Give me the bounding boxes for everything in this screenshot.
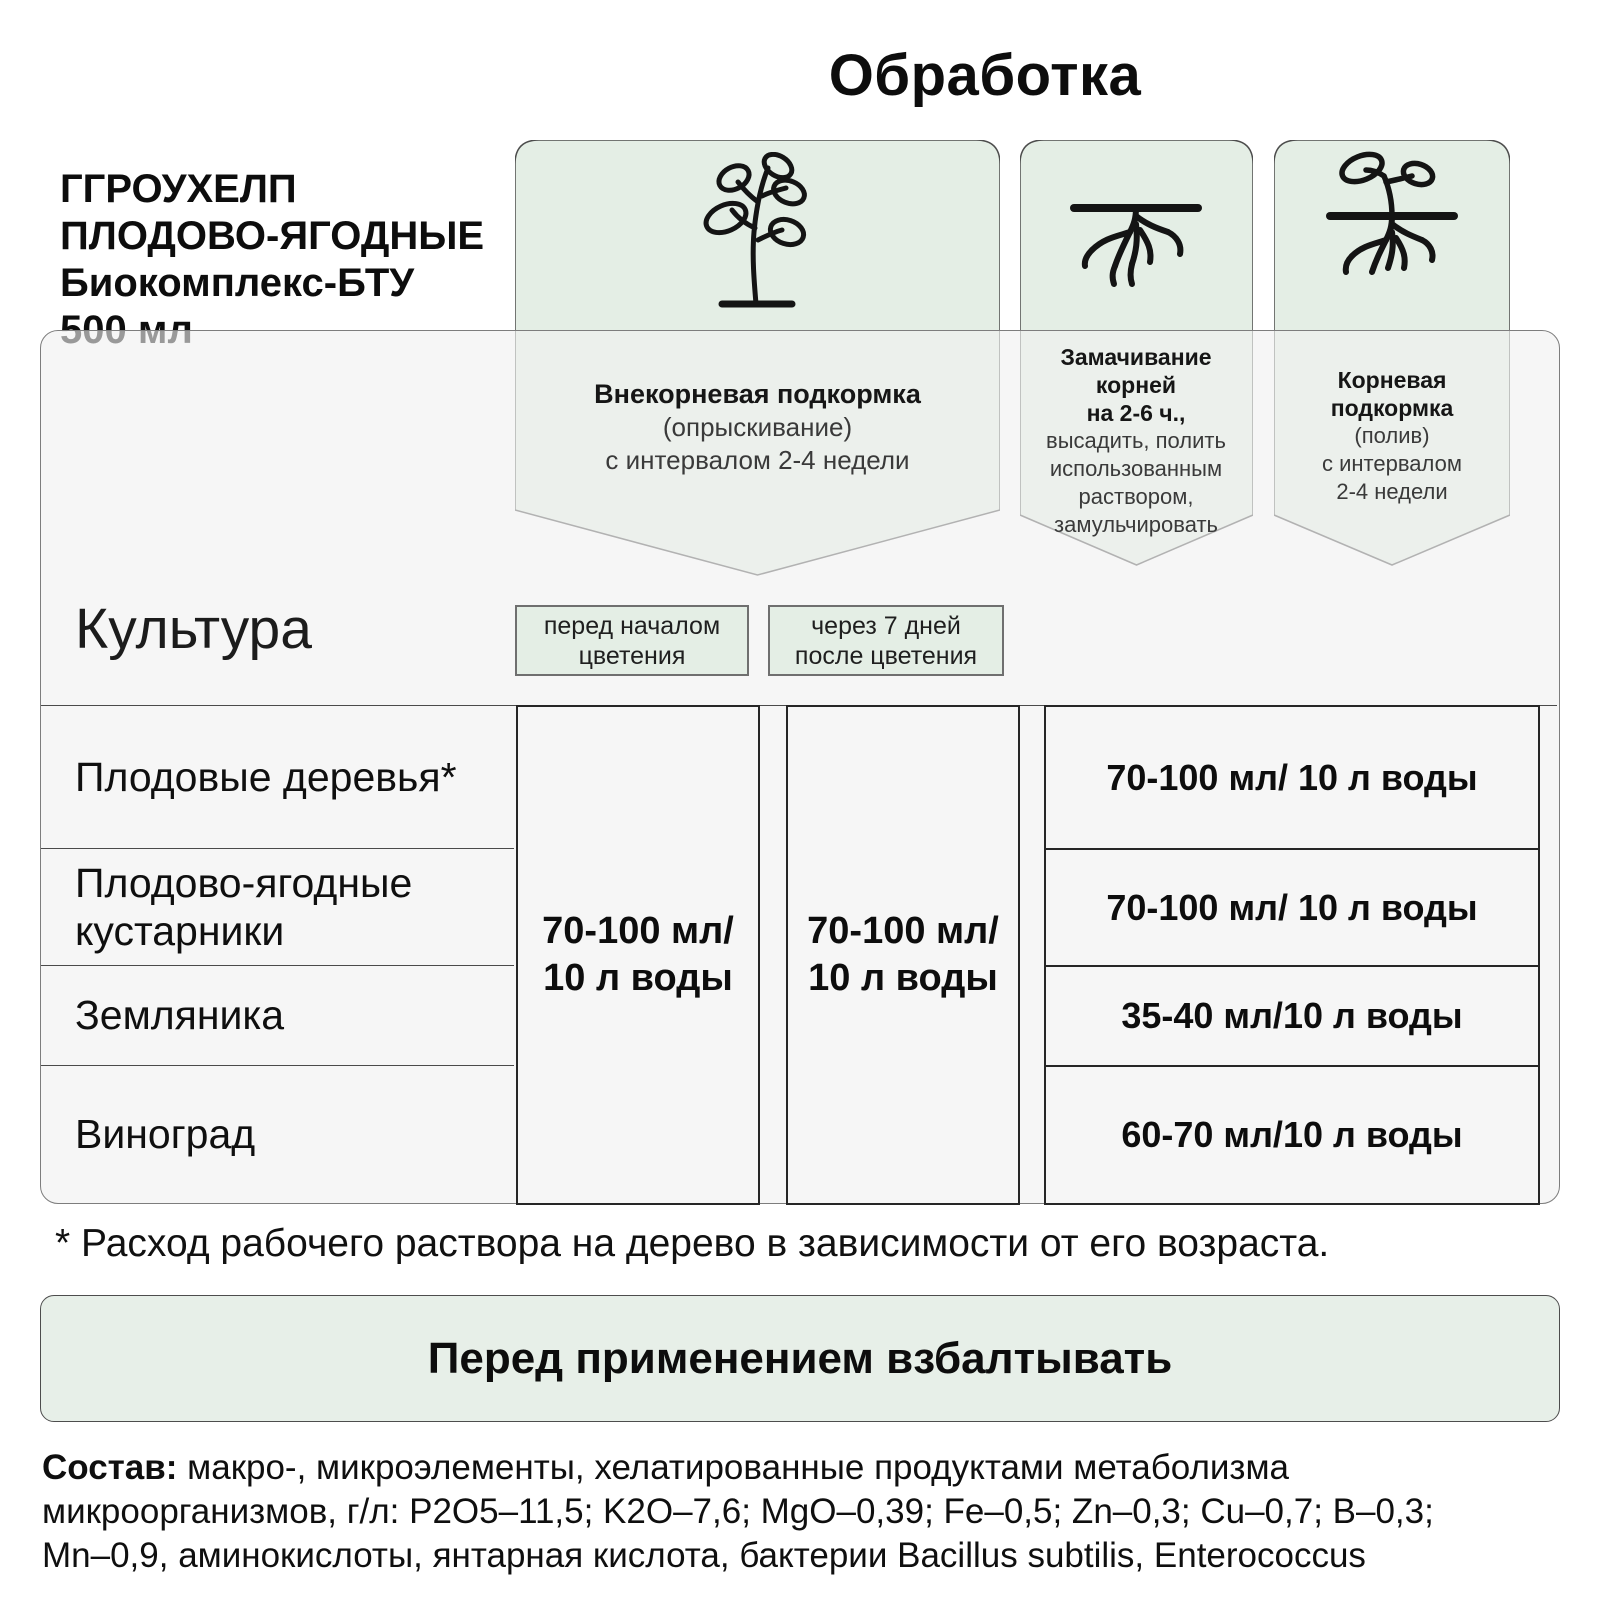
root-treatment-label: Корневая подкормка (полив) с интервалом 2-4 недели: [1322, 367, 1462, 504]
plant-icon: [692, 152, 822, 312]
root-dose-cell: 70-100 мл/ 10 л воды: [1046, 850, 1538, 967]
composition-label: Состав:: [42, 1448, 178, 1487]
soak-treatment-label: Замачивание корней на 2-6 ч., высадить, полить использованным раствором, замульчировать: [1046, 344, 1226, 537]
foliar-title: Внекорневая подкормка: [594, 379, 921, 409]
foliar-dose-before-bloom-cell: 70-100 мл/ 10 л воды: [516, 705, 760, 1205]
root-dose-cell: 60-70 мл/10 л воды: [1121, 1114, 1463, 1155]
table-row-culture: Земляника: [75, 992, 285, 1038]
table-row-culture: Плодово-ягодные кустарники: [75, 859, 413, 954]
foliar-interval: с интервалом 2-4 недели: [605, 445, 910, 475]
product-type: Биокомплекс-БТУ: [60, 261, 415, 305]
stage-before-bloom-box: перед началом цветения: [515, 605, 749, 676]
table-row-culture: Виноград: [75, 1110, 256, 1157]
shake-before-use-notice: Перед применением взбалтывать: [40, 1295, 1560, 1422]
foliar-dose-after-bloom-cell: 70-100 мл/ 10 л воды: [786, 705, 1020, 1205]
composition-line: Состав: макро-, микроэлементы, хелатированные продуктами метаболизма: [42, 1448, 1290, 1487]
root-dose-column: [1044, 705, 1540, 1205]
product-series: ПЛОДОВО-ЯГОДНЫЕ: [60, 214, 485, 258]
foliar-treatment-label: [540, 378, 975, 477]
roots-icon: [1066, 196, 1206, 306]
sprout-roots-icon: [1322, 148, 1462, 303]
foliar-method: (опрыскивание): [662, 412, 853, 442]
composition-block: [42, 1446, 1572, 1578]
composition-line: микроорганизмов, г/л: P2O5–11,5; K2O–7,6; MgO–0,39; Fe–0,5; Zn–0,3; Cu–0,7; B–0,3;: [42, 1492, 1434, 1531]
root-dose-cell: 35-40 мл/10 л воды: [1046, 967, 1538, 1067]
root-dose-cell: 70-100 мл/ 10 л воды: [1046, 707, 1538, 850]
stage-after-bloom-box: через 7 дней после цветения: [768, 605, 1004, 676]
composition-line: Mn–0,9, аминокислоты, янтарная кислота, бактерии Bacillus subtilis, Enterococcus: [42, 1536, 1366, 1575]
table-row-culture: Плодовые деревья*: [75, 753, 457, 800]
culture-column-header: Культура: [75, 597, 312, 661]
footnote: * Расход рабочего раствора на дерево в зависимости от его возраста.: [55, 1222, 1330, 1265]
product-brand: ГГРОУХЕЛП: [60, 167, 297, 211]
product-name-block: [60, 166, 520, 354]
page-title: Обработка: [828, 43, 1142, 108]
